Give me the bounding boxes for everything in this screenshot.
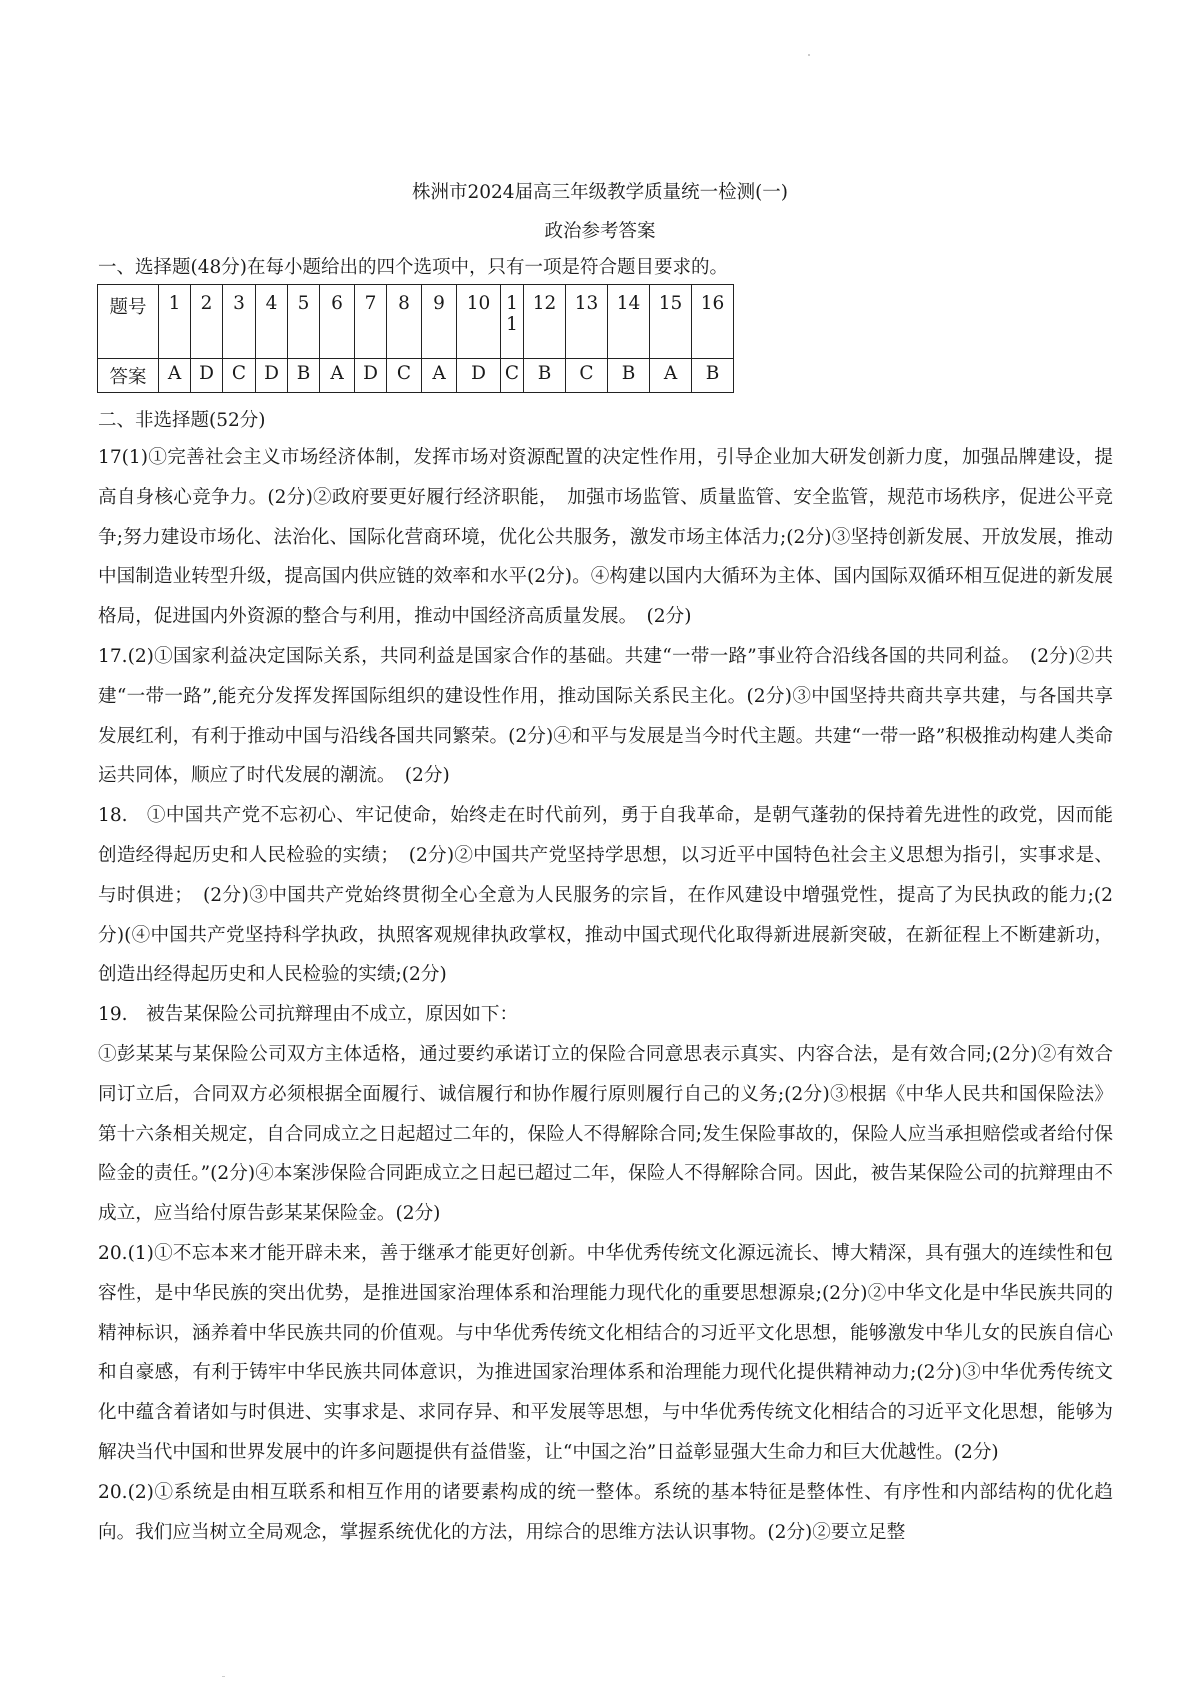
answer-cell: B xyxy=(692,359,734,393)
question-number: 16 xyxy=(692,285,734,359)
answer-paragraph-19: ①彭某某与某保险公司双方主体适格，通过要约承诺订立的保险合同意思表示真实、内容合法，是有效合同;(2分)②有效合同订立后，合同双方必须根据全面履行、诚信履行和协作履行原则履行自己的义务;(2分)③根据《中华人民共和国保险法》第十六条相关规定，自合同成立之日起超过二年的，保险人不得解除合同;发生保险事故的，保险人应当承担赔偿或者给付保险金的责任。”(2分)④本案涉保险合同距成立之日起已超过二年，保险人不得解除合同。因此，被告某保险公司的抗辩理由不成立，应当给付原告彭某某保险金。(2分) xyxy=(98,1043,1113,1225)
answer-cell: D xyxy=(457,359,501,393)
question-number: 4 xyxy=(256,285,288,359)
answer-paragraph-18: 18. ①中国共产党不忘初心、牢记使命，始终走在时代前列，勇于自我革命，是朝气蓬勃的保持着先进性的政党，因而能创造经得起历史和人民检验的实绩； (2分)②中国共产党坚持学思想，以习近平中国特色社会主义思想为指引，实事求是、与时俱进； (2分)③中国共产党始终贯彻全心全意为人民服务的宗旨，在作风建设中增强党性，提高了为民执政的能力;(2分)(④中国共产党坚持科学执政，执照客观规律执政掌权，推动中国式现代化取得新进展新突破，在新征程上不断建新功，创造出经得起历史和人民检验的实绩;(2分) xyxy=(98,805,1113,986)
row-label-answer: 答案 xyxy=(98,359,159,393)
question-number: 2 xyxy=(191,285,223,359)
question-number: 13 xyxy=(566,285,608,359)
answer-cell: A xyxy=(320,359,355,393)
question-number: 3 xyxy=(223,285,256,359)
question-number: 6 xyxy=(320,285,355,359)
table-row-numbers xyxy=(98,285,734,359)
question-number: 1 xyxy=(159,285,191,359)
answer-cell: A xyxy=(422,359,457,393)
answer-paragraph-20-1: 20.(1)①不忘本来才能开辟未来，善于继承才能更好创新。中华优秀传统文化源远流长、博大精深，具有强大的连续性和包容性，是中华民族的突出优势，是推进国家治理体系和治理能力现代化的重要思想源泉;(2分)②中华文化是中华民族共同的精神标识，涵养着中华民族共同的价值观。与中华优秀传统文化相结合的习近平文化思想，能够激发中华儿女的民族自信心和自豪感，有利于铸牢中华民族共同体意识，为推进国家治理体系和治理能力现代化提供精神动力;(2分)③中华优秀传统文化中蕴含着诸如与时俱进、实事求是、求同存异、和平发展等思想，与中华优秀传统文化相结合的习近平文化思想，能够为解决当代中国和世界发展中的许多问题提供有益借鉴，让“中国之治”日益彰显强大生命力和巨大优越性。(2分) xyxy=(98,1242,1113,1463)
table-row-answers xyxy=(98,359,734,393)
answer-cell: C xyxy=(223,359,256,393)
answer-cell: B xyxy=(288,359,320,393)
answer-cell: A xyxy=(650,359,692,393)
question-number: 10 xyxy=(457,285,501,359)
answer-paragraph-20-2: 20.(2)①系统是由相互联系和相互作用的诸要素构成的统一整体。系统的基本特征是整体性、有序性和内部结构的优化趋向。我们应当树立全局观念，掌握系统优化的方法，用综合的思维方法认识事物。(2分)②要立足整 xyxy=(98,1481,1113,1543)
answer-cell: C xyxy=(566,359,608,393)
question-number: 12 xyxy=(524,285,566,359)
scan-speck xyxy=(808,54,810,56)
answer-table xyxy=(97,284,734,393)
answer-cell: D xyxy=(355,359,387,393)
question-number: 15 xyxy=(650,285,692,359)
answer-cell: C xyxy=(387,359,422,393)
question-number: 8 xyxy=(387,285,422,359)
section-heading-choice: 一、选择题(48分)在每小题给出的四个选项中，只有一项是符合题目要求的。 xyxy=(98,257,728,278)
answer-cell: D xyxy=(256,359,288,393)
document-subtitle: 政治参考答案 xyxy=(544,221,656,242)
question-number: 9 xyxy=(422,285,457,359)
section-heading-nonchoice: 二、非选择题(52分) xyxy=(98,410,266,431)
question-number: 1 1 xyxy=(501,285,524,359)
answer-body xyxy=(98,438,1113,1552)
answer-paragraph-17-2: 17.(2)①国家利益决定国际关系，共同利益是国家合作的基础。共建“一带一路”事业符合沿线各国的共同利益。 (2分)②共建“一带一路”,能充分发挥发挥国际组织的建设性作用，推动国际关系民主化。(2分)③中国坚持共商共享共建，与各国共享发展红利，有利于推动中国与沿线各国共同繁荣。(2分)④和平与发展是当今时代主题。共建“一带一路”积极推动构建人类命运共同体，顺应了时代发展的潮流。 (2分) xyxy=(98,645,1113,787)
question-number: 5 xyxy=(288,285,320,359)
answer-cell: B xyxy=(524,359,566,393)
question-number: 7 xyxy=(355,285,387,359)
question-number: 14 xyxy=(608,285,650,359)
answer-cell: D xyxy=(191,359,223,393)
row-label-number: 题号 xyxy=(98,285,159,359)
scan-speck xyxy=(222,1676,225,1677)
answer-paragraph-19-intro: 19. 被告某保险公司抗辩理由不成立，原因如下： xyxy=(98,1004,519,1026)
answer-paragraph-17-1: 17(1)①完善社会主义市场经济体制，发挥市场对资源配置的决定性作用，引导企业加大研发创新力度，加强品牌建设，提高自身核心竞争力。(2分)②政府要更好履行经济职能， 加强市场监管、质量监管、安全监管，规范市场秩序，促进公平竞争;努力建设市场化、法治化、国际化营商环境，优化公共服务，激发市场主体活力;(2分)③坚持创新发展、开放发展，推动中国制造业转型升级，提高国内供应链的效率和水平(2分)。④构建以国内大循环为主体、国内国际双循环相互促进的新发展格局，促进国内外资源的整合与利用，推动中国经济高质量发展。 (2分) xyxy=(98,447,1113,628)
document-title: 株洲市2024届高三年级教学质量统一检测(一) xyxy=(411,182,789,203)
answer-cell: A xyxy=(159,359,191,393)
answer-cell: C xyxy=(501,359,524,393)
answer-cell: B xyxy=(608,359,650,393)
